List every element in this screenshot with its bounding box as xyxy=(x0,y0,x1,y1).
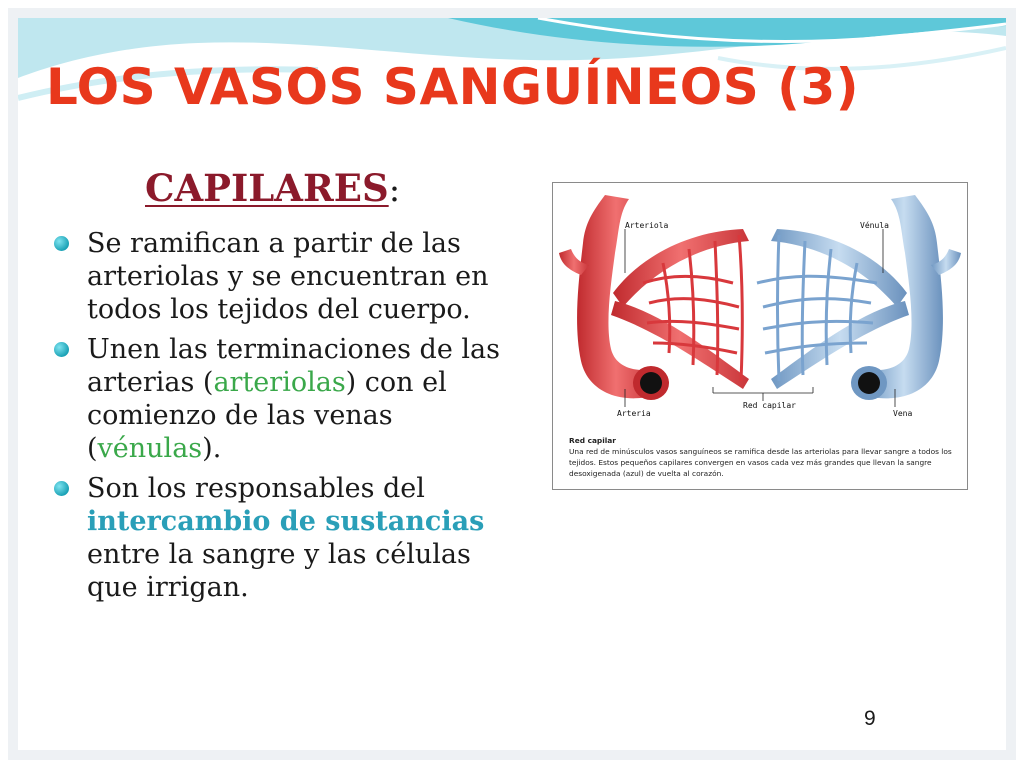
bullet-text: entre la sangre y las células que irrigan. xyxy=(87,539,471,603)
diagram-caption xyxy=(569,435,959,479)
bullet-item xyxy=(52,227,522,326)
label-venula: Vénula xyxy=(860,221,889,230)
subtitle-colon: : xyxy=(388,170,401,210)
bullet-dot-icon xyxy=(54,481,69,496)
term-arteriolas: arteriolas xyxy=(213,367,346,398)
term-intercambio: intercambio de sustancias xyxy=(87,506,485,537)
label-arteriola: Arteriola xyxy=(625,221,669,230)
capillary-network-diagram xyxy=(552,182,968,490)
capillary-illustration xyxy=(553,183,967,433)
bullet-text: ) con el comienzo de las venas ( xyxy=(87,367,447,464)
page-number: 9 xyxy=(864,707,876,730)
bullet-dot-icon xyxy=(54,342,69,357)
caption-text: Una red de minúsculos vasos sanguíneos se ramifica desde las arteriolas para llevar sangre a todos los tejidos. Estos pequeños capilares convergen en vasos cada vez más grandes que llevan la sangre desoxigenada (azul) de vuelta al corazón. xyxy=(569,447,952,478)
bullet-text: Son los responsables del xyxy=(87,473,425,504)
bullet-text: ). xyxy=(202,433,222,464)
caption-title: Red capilar xyxy=(569,436,616,445)
bullet-list xyxy=(52,227,522,611)
bullet-item xyxy=(52,472,522,604)
subtitle-text: CAPILARES xyxy=(145,166,389,210)
arteriole-vessel xyxy=(613,229,749,307)
slide-title: LOS VASOS SANGUÍNEOS (3) xyxy=(46,58,860,116)
bullet-text: Unen las terminaciones de las arterias ( xyxy=(87,334,500,398)
label-red-capilar: Red capilar xyxy=(743,401,796,410)
label-vena: Vena xyxy=(893,409,913,418)
term-venulas: vénulas xyxy=(97,433,203,464)
bullet-text: Se ramifican a partir de las arteriolas y se encuentran en todos los tejidos del cuerpo. xyxy=(87,228,489,325)
bullet-item xyxy=(52,333,522,465)
slide-subtitle xyxy=(145,166,400,210)
bullet-dot-icon xyxy=(54,236,69,251)
label-arteria: Arteria xyxy=(617,409,651,418)
venule-vessel xyxy=(771,229,907,307)
